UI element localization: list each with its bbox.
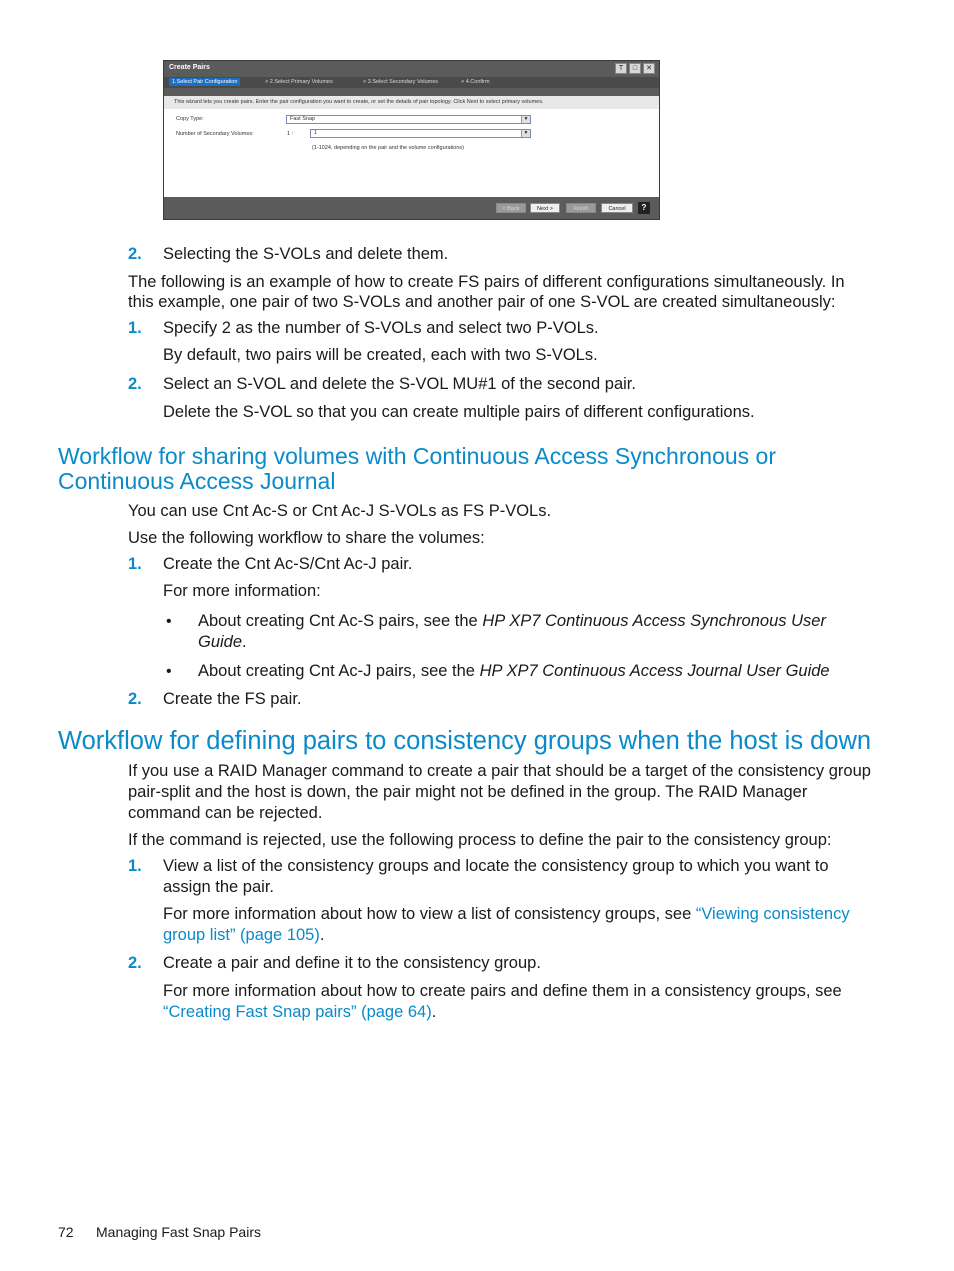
step-number: 1. [128, 857, 142, 875]
bullet-icon: • [166, 663, 172, 680]
step-subtext: Delete the S-VOL so that you can create multiple pairs of different configurations. [163, 403, 755, 421]
subtext: For more information about how to create pairs and define them in a consistency groups, see [163, 982, 842, 1000]
step-subtext [163, 904, 873, 946]
section-heading: Workflow for sharing volumes with Continuous Access Synchronous or Continuous Access Journal [58, 443, 777, 494]
step-number: 2. [128, 954, 142, 972]
next-button[interactable]: Next > [530, 203, 560, 213]
page-number: 72 [58, 1224, 74, 1240]
guide-title: HP XP7 Continuous Access Journal User Guide [479, 662, 830, 680]
bullet-item [198, 661, 868, 682]
step-text: View a list of the consistency groups and locate the consistency group to which you want to assign the pair. [163, 857, 829, 896]
creating-fast-snap-pairs-link[interactable]: “Creating Fast Snap pairs” (page 64) [163, 1003, 432, 1021]
bullet-icon: • [166, 613, 172, 630]
subtext: For more information about how to view a list of consistency groups, see [163, 905, 696, 923]
wizard-steps [164, 77, 659, 88]
guide-title: HP XP7 Continuous Access Synchronous User Guide [198, 612, 826, 651]
pin-icon[interactable]: T [615, 63, 627, 74]
help-icon[interactable]: ? [638, 202, 650, 214]
bullet-text-end: . [242, 633, 247, 651]
intro-text: This wizard lets you create pairs. Enter the pair configuration you want to create, or set the details of pair topology. Click Next to select primary volumes. [174, 99, 544, 105]
create-pairs-dialog [163, 60, 660, 220]
copy-type-value: Fast Snap [290, 116, 316, 122]
step-text: Create the Cnt Ac-S/Cnt Ac-J pair. [163, 555, 413, 573]
paragraph: The following is an example of how to create FS pairs of different configurations simultaneously. In this example, one pair of two S-VOLs and another pair of one S-VOL are created simultaneously: [128, 273, 845, 311]
secondary-volumes-value: 1 [314, 130, 318, 136]
close-icon[interactable]: ✕ [643, 63, 655, 74]
viewing-consistency-group-link[interactable]: “Viewing consistency group list” (page 105) [163, 905, 850, 944]
copy-type-select[interactable] [286, 115, 531, 124]
paragraph: If you use a RAID Manager command to create a pair that should be a target of the consistency group pair-split and the host is down, the pair might not be defined in the group. The RAID Manager command can be rejected. [128, 762, 871, 822]
window-controls [615, 63, 655, 74]
wizard-intro [164, 96, 659, 109]
step-text: Selecting the S-VOLs and delete them. [163, 245, 449, 263]
footer-section-title: Managing Fast Snap Pairs [96, 1224, 261, 1240]
paragraph: You can use Cnt Ac-S or Cnt Ac-J S-VOLs as FS P-VOLs. [128, 502, 552, 520]
chevron-down-icon: ▼ [521, 116, 530, 123]
step-number: 1. [128, 555, 142, 573]
wizard-step-3: > 3.Select Secondary Volumes [363, 79, 439, 85]
step-subtext: For more information: [163, 582, 321, 600]
maximize-icon[interactable]: □ [629, 63, 641, 74]
bullet-text: About creating Cnt Ac-S pairs, see the [198, 612, 483, 630]
paragraph: Use the following workflow to share the volumes: [128, 529, 485, 547]
bullet-text: About creating Cnt Ac-J pairs, see the [198, 662, 480, 680]
step-text: Select an S-VOL and delete the S-VOL MU#1 of the second pair. [163, 375, 636, 393]
secondary-prefix: 1 : [287, 131, 294, 137]
step-number: 1. [128, 319, 142, 337]
step-number: 2. [128, 375, 142, 393]
wizard-step-1: 1.Select Pair Configuration [169, 78, 240, 86]
step-subtext [163, 981, 873, 1023]
back-button[interactable]: < Back [496, 203, 526, 213]
subtext-end: . [431, 1003, 437, 1021]
subtext-end: . [319, 926, 325, 944]
bullet-item [198, 611, 868, 653]
cancel-button[interactable]: Cancel [601, 203, 633, 213]
step-text: Create a pair and define it to the consistency group. [163, 954, 541, 972]
step-number: 2. [128, 245, 142, 263]
secondary-volumes-select[interactable] [310, 129, 531, 138]
step-number: 2. [128, 690, 142, 708]
secondary-volumes-label: Number of Secondary Volumes: [176, 131, 254, 137]
dialog-title: Create Pairs [169, 64, 210, 71]
step-text: Create the FS pair. [163, 690, 302, 708]
wizard-step-4: > 4.Confirm [461, 79, 490, 85]
step-subtext: By default, two pairs will be created, each with two S-VOLs. [163, 346, 598, 364]
step-text: Specify 2 as the number of S-VOLs and select two P-VOLs. [163, 319, 599, 337]
wizard-step-2: > 2.Select Primary Volumes [265, 79, 333, 85]
section-heading: Workflow for defining pairs to consistency groups when the host is down [58, 727, 872, 755]
dialog-footer [164, 197, 659, 219]
copy-type-label: Copy Type: [176, 116, 204, 122]
chevron-down-icon: ▼ [521, 130, 530, 137]
secondary-hint: (1-1024, depending on the pair and the volume configurations) [312, 145, 464, 151]
paragraph: If the command is rejected, use the following process to define the pair to the consistency group: [128, 831, 832, 849]
wizard-content [164, 109, 659, 198]
finish-button[interactable]: Finish [566, 203, 596, 213]
